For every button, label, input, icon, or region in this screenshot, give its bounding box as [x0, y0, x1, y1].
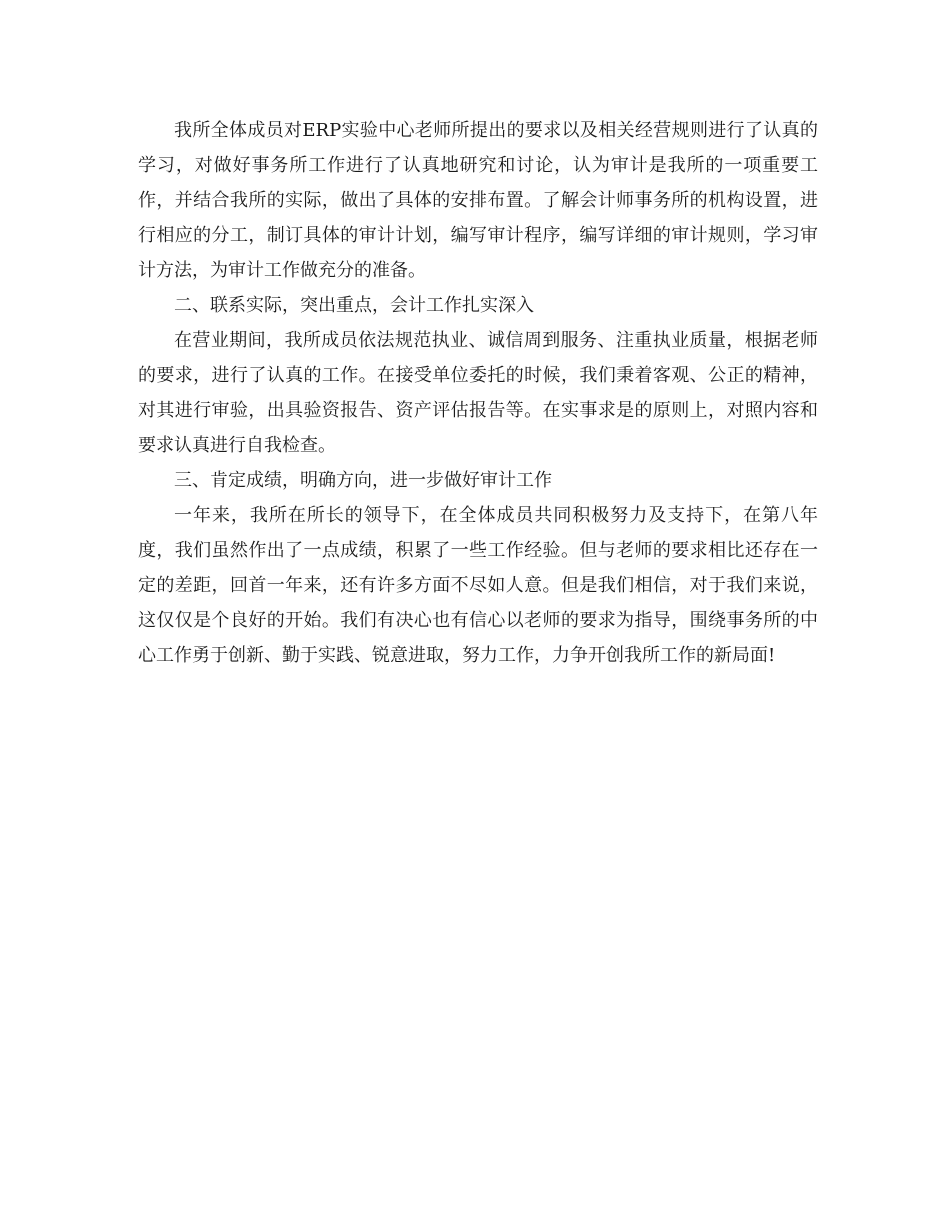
- document-body: [138, 113, 818, 673]
- paragraph-summary: 一年来，我所在所长的领导下，在全体成员共同积极努力及支持下，在第八年度，我们虽然作出了一点成绩，积累了一些工作经验。但与老师的要求相比还存在一定的差距，回首一年来，还有许多方面不尽如人意。但是我们相信，对于我们来说，这仅仅是个良好的开始。我们有决心也有信心以老师的要求为指导，围绕事务所的中心工作勇于创新、勤于实践、锐意进取，努力工作，力争开创我所工作的新局面!: [138, 505, 818, 666]
- section-heading-2: 二、联系实际，突出重点，会计工作扎实深入: [174, 295, 534, 316]
- section-heading-3: 三、肯定成绩，明确方向，进一步做好审计工作: [174, 470, 552, 491]
- paragraph-preparation: 我所全体成员对ERP实验中心老师所提出的要求以及相关经营规则进行了认真的学习，对做好事务所工作进行了认真地研究和讨论，认为审计是我所的一项重要工作，并结合我所的实际，做出了具体的安排布置。了解会计师事务所的机构设置，进行相应的分工，制订具体的审计计划，编写审计程序，编写详细的审计规则，学习审计方法，为审计工作做充分的准备。: [138, 120, 818, 281]
- paragraph-practice: 在营业期间，我所成员依法规范执业、诚信周到服务、注重执业质量，根据老师的要求，进行了认真的工作。在接受单位委托的时候，我们秉着客观、公正的精神，对其进行审验，出具验资报告、资产评估报告等。在实事求是的原则上，对照内容和要求认真进行自我检查。: [138, 330, 818, 456]
